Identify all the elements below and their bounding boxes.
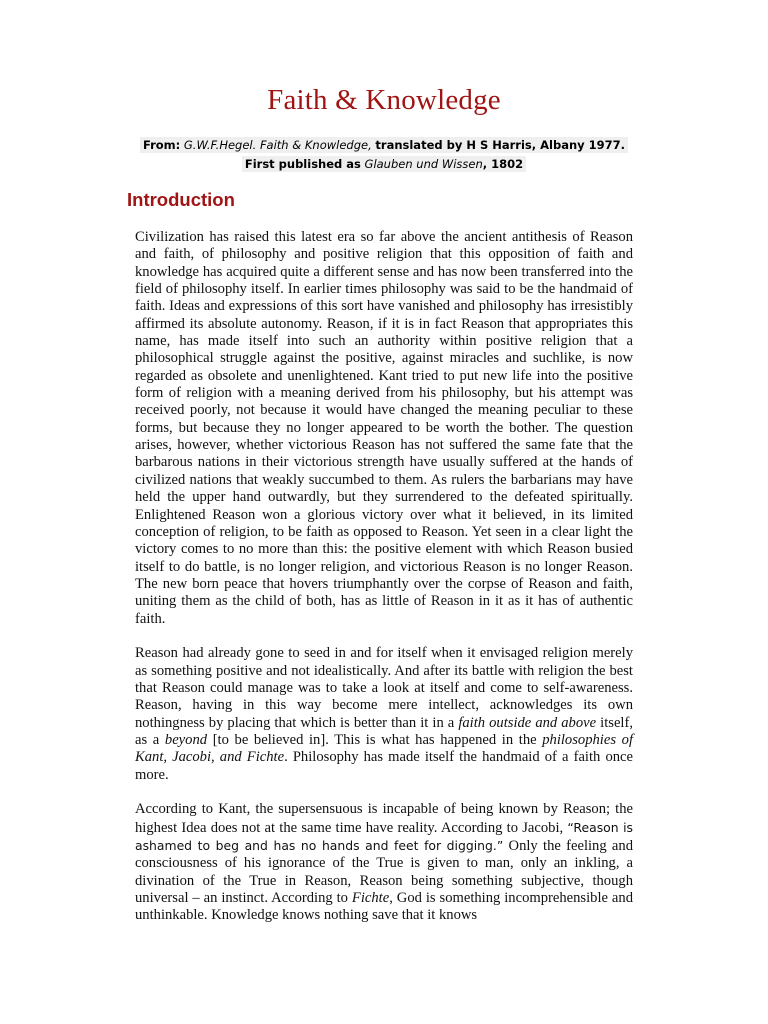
first-published-label: First published as	[244, 157, 361, 171]
emphasis: beyond	[164, 731, 208, 748]
text-run: Only the feeling and consciousness of his ignorance of the True is given to man, only an inkling, a divination of the True in Reason, Reason being something subjective, though universal – an instinct. According to	[135, 838, 633, 907]
text-run: itself, as a	[135, 714, 633, 748]
publication-year: , 1802	[482, 157, 524, 171]
paragraph-3	[135, 801, 633, 924]
source-line-1	[140, 137, 628, 153]
from-label: From:	[142, 138, 181, 152]
emphasis: philosophies of Kant, Jacobi, and Fichte	[135, 731, 633, 766]
text-run: Reason had already gone to seed in and for itself when it envisaged religion merely as something positive and not idealistically. And after its battle with religion the best that Reason could manage was to take a look at itself and come to self-awareness. Reason, having in this way become mere intellect, acknowledges its own nothingness by placing that which is better than it in a	[135, 645, 633, 731]
document-title: Faith & Knowledge	[267, 84, 501, 116]
text-run: [to be believed in]. This is what has happened in the	[207, 731, 543, 748]
paragraph-1: Civilization has raised this latest era so far above the ancient antithesis of Reason and faith, of philosophy and positive religion that this opposition of faith and knowledge has acquired quite a different sense and has now been transferred into the field of philosophy itself. In earlier times philosophy was said to be the handmaid of faith. Ideas and expressions of this sort have vanished and philosophy has irresistibly affirmed its absolute autonomy. Reason, if it is in fact Reason that appropriates this name, has made itself into such an authority within positive religion that a philosophical struggle against the positive, against miracles and suchlike, is now regarded as obsolete and unenlightened. Kant tried to put new life into the positive form of religion with a meaning derived from his philosophy, but his attempt was received poorly, not because it would have changed the meaning peculiar to these forms, but because they no longer appeared to be worth the bother. The question arises, however, whether victorious Reason has not suffered the same fate that the barbarous nations in their victorious strength have usually suffered at the hands of civilized nations that weakly succumbed to them. As rulers the barbarians may have held the upper hand outwardly, but they surrendered to the defeated spiritually. Enlightened Reason won a glorious victory over what it believed, in its limited conception of religion, to be faith as opposed to Reason. Yet seen in a clear light the victory comes to no more than this: the positive element with which Reason busied itself to do battle, is no longer religion, and victorious Reason is no longer Reason. The new born peace that hovers triumphantly over the corpse of Reason and faith, uniting them as the child of both, has as little of Reason in it as it has of authentic faith.	[135, 229, 633, 627]
text-run: , God is something incomprehensible and unthinkable. Knowledge knows nothing save that it knows	[135, 890, 633, 924]
section-heading: Introduction	[127, 189, 235, 210]
emphasis: faith outside and above	[458, 714, 597, 731]
translated-by: translated by H S Harris, Albany 1977.	[375, 138, 626, 152]
source-citation	[0, 136, 768, 174]
author-work: G.W.F.Hegel. Faith & Knowledge,	[183, 138, 372, 152]
source-line-2	[242, 156, 526, 172]
emphasis: Fichte	[351, 890, 390, 907]
paragraph-2	[135, 645, 633, 784]
jacobi-quote: “Reason is ashamed to beg and has no hands and feet for digging.”	[135, 819, 633, 854]
text-run: . Philosophy has made itself the handmaid of a faith once more.	[135, 749, 633, 783]
original-title: Glauben und Wissen	[364, 157, 483, 171]
body-text	[135, 229, 633, 942]
text-run: According to Kant, the supersensuous is incapable of being known by Reason; the highest Idea does not at the same time have reality. According to Jacobi,	[135, 801, 633, 836]
